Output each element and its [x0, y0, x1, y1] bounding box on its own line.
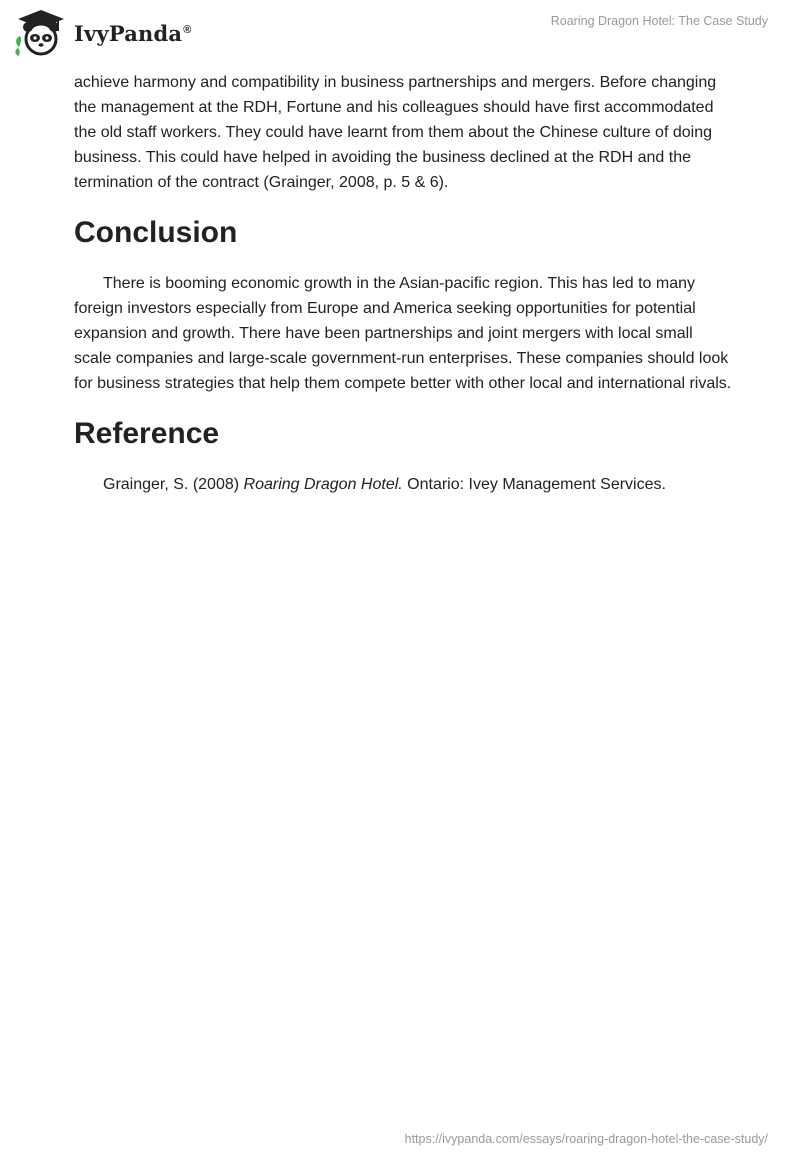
reference-entry — [74, 472, 734, 497]
reference-title: Roaring Dragon Hotel. — [243, 476, 403, 493]
brand-name: IvyPanda® — [74, 20, 192, 46]
source-url[interactable]: https://ivypanda.com/essays/roaring-dragon-hotel-the-case-study/ — [404, 1132, 768, 1146]
conclusion-heading: Conclusion — [74, 216, 238, 249]
reference-publisher: Ontario: Ivey Management Services. — [402, 476, 666, 493]
conclusion-paragraph: There is booming economic growth in the Asian-pacific region. This has led to many foreign investors especially from Europe and America seeking opportunities for potential expansion and growth. There have been partnerships and joint mergers with local small scale companies and large-scale government-run enterprises. These companies should look for business strategies that help them compete better with other local and international rivals. — [74, 275, 732, 392]
ivypanda-logo[interactable] — [14, 8, 192, 58]
reference-author-year: Grainger, S. (2008) — [103, 476, 244, 493]
panda-graduate-icon — [14, 8, 68, 58]
continuation-paragraph: achieve harmony and compatibility in business partnerships and mergers. Before changing the management at the RDH, Fortune and his colleagues should have first accommodated the old staff workers. They could have learnt from them about the Chinese culture of doing business. This could have helped in avoiding the business declined at the RDH and the termination of the contract (Grainger, 2008, p. 5 & 6). — [74, 74, 717, 191]
essay-content — [74, 70, 734, 497]
page-header — [0, 0, 800, 64]
reference-heading: Reference — [74, 417, 220, 450]
document-title: Roaring Dragon Hotel: The Case Study — [550, 14, 768, 28]
